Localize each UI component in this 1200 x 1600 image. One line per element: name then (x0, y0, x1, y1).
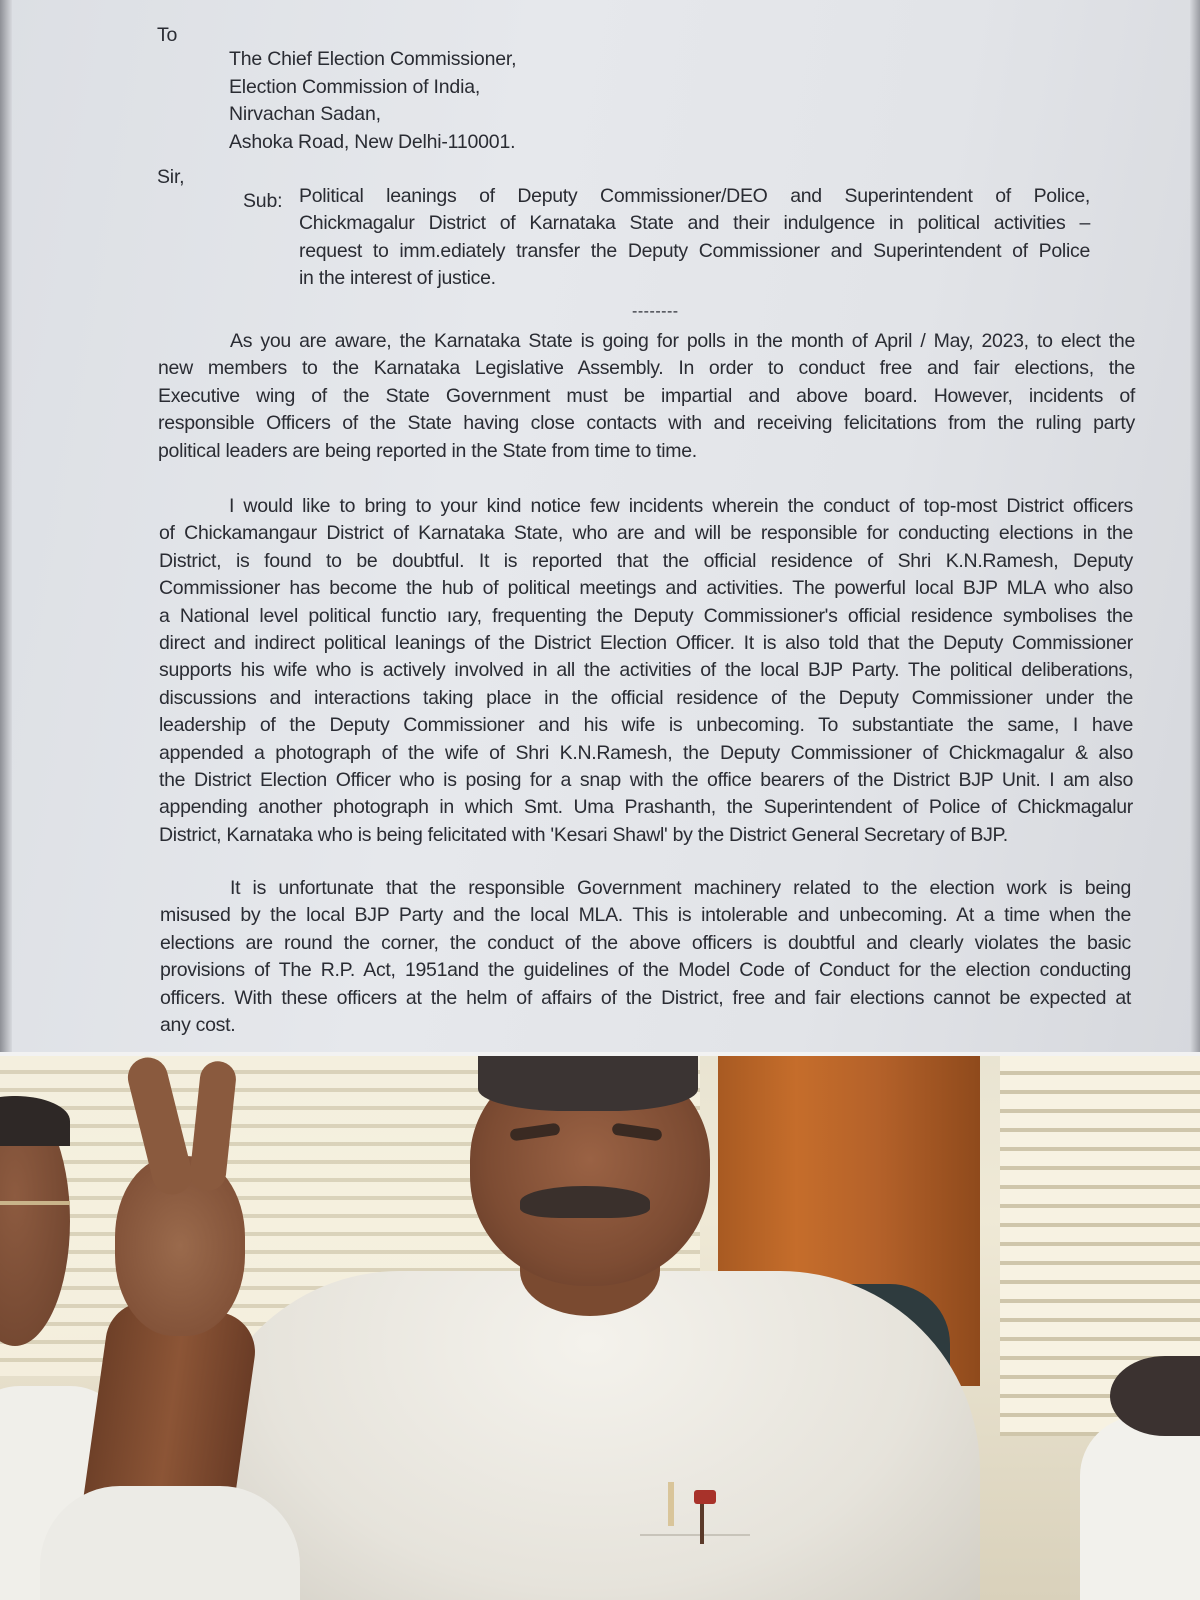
shirt-sleeve (40, 1486, 300, 1600)
subject-label: Sub: (243, 190, 283, 212)
paragraph-line: appended a photograph of the wife of Shri K.N.Ramesh, the Deputy Commissioner of Chickmagalur & also (159, 741, 1133, 764)
paragraph-3 (160, 875, 1131, 1039)
speaker-mustache (520, 1186, 650, 1218)
paragraph-1 (158, 328, 1135, 465)
to-label: To (157, 24, 178, 46)
address-line: The Chief Election Commissioner, (229, 48, 517, 70)
subject-line: Political leanings of Deputy Commissioner/DEO and Superintendent of Police, (299, 185, 1090, 207)
subject-line: in the interest of justice. (299, 267, 496, 290)
speaker-white-shirt (200, 1271, 980, 1600)
paper-edge-right (1190, 0, 1200, 1056)
paragraph-line: direct and indirect political leanings of the District Election Officer. It is also told that the Deputy Commissioner (159, 631, 1133, 654)
paragraph-line: any cost. (160, 1013, 236, 1036)
paragraph-line: supports his wife who is actively involved in all the activities of the local BJP Party. The political deliberations, (159, 659, 1133, 682)
salutation: Sir, (157, 166, 185, 188)
paragraph-line: As you are aware, the Karnataka State is going for polls in the month of April / May, 2023, to elect the (230, 330, 1135, 352)
speaker-hair (478, 1056, 698, 1111)
pen-icon (700, 1504, 704, 1544)
address-line: Ashoka Road, New Delhi-110001. (229, 130, 516, 153)
paragraph-line: I would like to bring to your kind notice few incidents wherein the conduct of top-most District officers (229, 495, 1133, 517)
address-line: Election Commission of India, (229, 75, 481, 98)
subject-line: request to imm.ediately transfer the Deputy Commissioner and Superintendent of Police (299, 239, 1090, 262)
glasses (0, 1201, 70, 1205)
pen-icon (668, 1482, 674, 1526)
photo-politician-speaking (0, 1056, 1200, 1600)
paragraph-line: District, is found to be doubtful. It is reported that the official residence of Shri K.N.Ramesh, Deputy (159, 549, 1133, 572)
address-line: Nirvachan Sadan, (229, 103, 381, 125)
paragraph-line: officers. With these officers at the helm of affairs of the District, free and fair elections cannot be expected at (160, 986, 1131, 1009)
paragraph-line: misused by the local BJP Party and the local MLA. This is intolerable and unbecoming. At a time when the (160, 904, 1131, 927)
paragraph-line: District, Karnataka who is being felicitated with 'Kesari Shawl' by the District General Secretary of BJP. (159, 823, 1008, 846)
paragraph-line: a National level political functio ıary, frequenting the Deputy Commissioner's official residence symbolises the (159, 604, 1133, 627)
paragraph-line: appending another photograph in which Smt. Uma Prashanth, the Superintendent of Police of Chickmagalur (159, 796, 1133, 819)
paragraph-line: provisions of The R.P. Act, 1951and the guidelines of the Model Code of Conduct for the election conducting (160, 959, 1131, 982)
paragraph-2 (159, 493, 1133, 849)
paragraph-line: political leaders are being reported in the State from time to time. (158, 439, 697, 462)
paragraph-line: discussions and interactions taking place in the official residence of the Deputy Commissioner under the (159, 686, 1133, 709)
pen-cap-icon (694, 1490, 716, 1504)
paragraph-line: new members to the Karnataka Legislative Assembly. In order to conduct free and fair elections, the (158, 357, 1135, 380)
separator: -------- (632, 303, 679, 320)
paragraph-line: responsible Officers of the State having close contacts with and receiving felicitations from the ruling party (158, 412, 1135, 435)
recipient-address (229, 46, 516, 156)
paragraph-line: Commissioner has become the hub of political meetings and activities. The powerful local BJP MLA who also (159, 577, 1133, 600)
paragraph-line: of Chickamangaur District of Karnataka State, who are and will be responsible for conducting elections in the (159, 522, 1133, 545)
paragraph-line: elections are round the corner, the conduct of the above officers is doubtful and clearly violates the basic (160, 931, 1131, 954)
paragraph-line: leadership of the Deputy Commissioner and his wife is unbecoming. To substantiate the same, I have (159, 714, 1133, 737)
paragraph-line: It is unfortunate that the responsible Government machinery related to the election work is being (230, 877, 1131, 899)
paper-edge-left (0, 0, 12, 1056)
shirt-pocket (640, 1534, 750, 1536)
subject-text (299, 183, 1090, 293)
paragraph-line: Executive wing of the State Government must be impartial and above board. However, incidents of (158, 384, 1135, 407)
subject-line: Chickmagalur District of Karnataka State and their indulgence in political activities – (299, 212, 1090, 235)
paragraph-line: the District Election Officer who is posing for a snap with the office bearers of the District BJP Unit. I am also (159, 768, 1133, 791)
right-person-shirt (1080, 1416, 1200, 1600)
